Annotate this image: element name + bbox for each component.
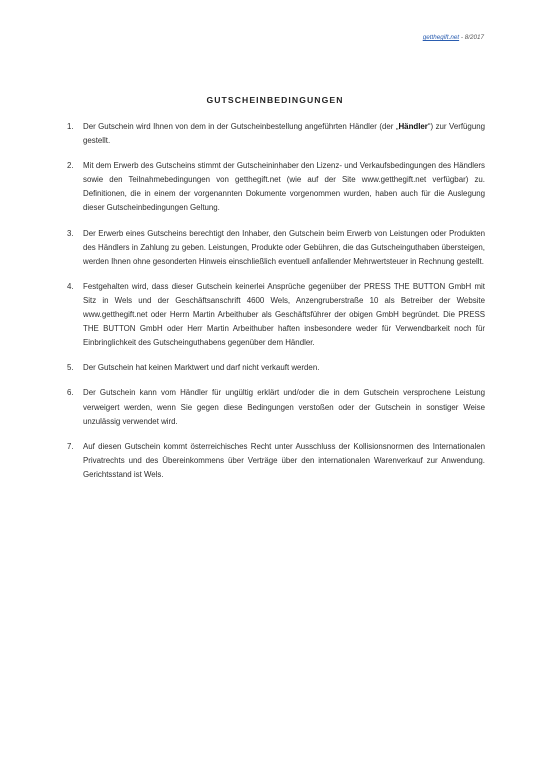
header-separator: - [459, 34, 465, 41]
website-link[interactable]: getthegift.net [422, 34, 460, 41]
term-text: Auf diesen Gutschein kommt österreichisches Recht unter Ausschluss der Kollisionsnormen des Internationalen Privatrechts und des Übereinkommens über Verträge über den internationalen Warenverkauf zur Anwendung. Gerichtsstand ist Wels. [83, 441, 485, 479]
term-text [83, 122, 485, 145]
term-number: 7. [67, 441, 74, 451]
term-bold-word: Händler [398, 122, 428, 131]
term-text: Der Gutschein kann vom Händler für ungültig erklärt und/oder die in dem Gutschein versprochene Leistung verweigert werden, wenn Sie gegen diese Bedingungen verstoßen oder der Gutschein in sonstiger Weise unzulässig verwendet wird. [83, 388, 485, 426]
term-number: 1. [67, 122, 74, 131]
term-text: Mit dem Erwerb des Gutscheins stimmt der Gutscheininhaber den Lizenz- und Verkaufsbedingungen des Händlers sowie den Teilnahmebedingungen von getthegift.net (wie auf der Site www.getthegift.net verfügbar) zu. Definitionen, die in einem der vorgenannten Dokumente vorgenommen wurden, haben auch für die Auslegung dieser Gutscheinbedingungen Geltung. [83, 161, 485, 213]
terms-list [67, 120, 485, 493]
term-text-part: Der Gutschein wird Ihnen von dem in der Gutscheinbestellung angeführten Händler (der „ [83, 122, 399, 131]
header-reference [423, 34, 484, 41]
term-item-1 [67, 120, 485, 148]
term-number: 3. [67, 228, 74, 238]
term-text: Festgehalten wird, dass dieser Gutschein keinerlei Ansprüche gegenüber der PRESS THE BUTTON GmbH mit Sitz in Wels und der Geschäftsanschrift 4600 Wels, Anzengruberstraße 10 als Betreiber der Website www.getthegift.net oder Herrn Martin Arbeithuber als Geschäftsführer der obigen GmbH begründet. Die PRESS THE BUTTON GmbH oder Herr Martin Arbeithuber haften insbesondere weder für Verwendbarkeit noch für Einbringlichkeit des Gutscheinguthabens gegenüber dem Händler. [83, 281, 485, 348]
term-item-6 [67, 386, 485, 428]
term-item-2 [67, 159, 485, 215]
term-item-7 [67, 440, 485, 482]
document-title: GUTSCHEINBEDINGUNGEN [206, 95, 344, 105]
term-number: 2. [67, 161, 74, 171]
term-item-5 [67, 361, 485, 375]
term-text-part: “) zur Verfügung gestellt. [83, 122, 485, 146]
term-text: Der Gutschein hat keinen Marktwert und darf nicht verkauft werden. [83, 363, 320, 373]
term-number: 6. [67, 388, 74, 398]
header-date: 8/2017 [464, 34, 484, 41]
term-item-3 [67, 227, 485, 269]
term-number: 5. [67, 363, 74, 373]
term-text: Der Erwerb eines Gutscheins berechtigt den Inhaber, den Gutschein beim Erwerb von Leistungen oder Produkten des Händlers in Zahlung zu geben. Leistungen, Produkte oder Gebühren, die das Gutscheinguthaben übersteigen, werden Ihnen ohne gesonderten Hinweis einschließlich eventuell anfallender Mehrwertsteuer in Rechnung gestellt. [83, 228, 485, 266]
term-item-4 [67, 280, 485, 350]
term-number: 4. [67, 281, 74, 291]
